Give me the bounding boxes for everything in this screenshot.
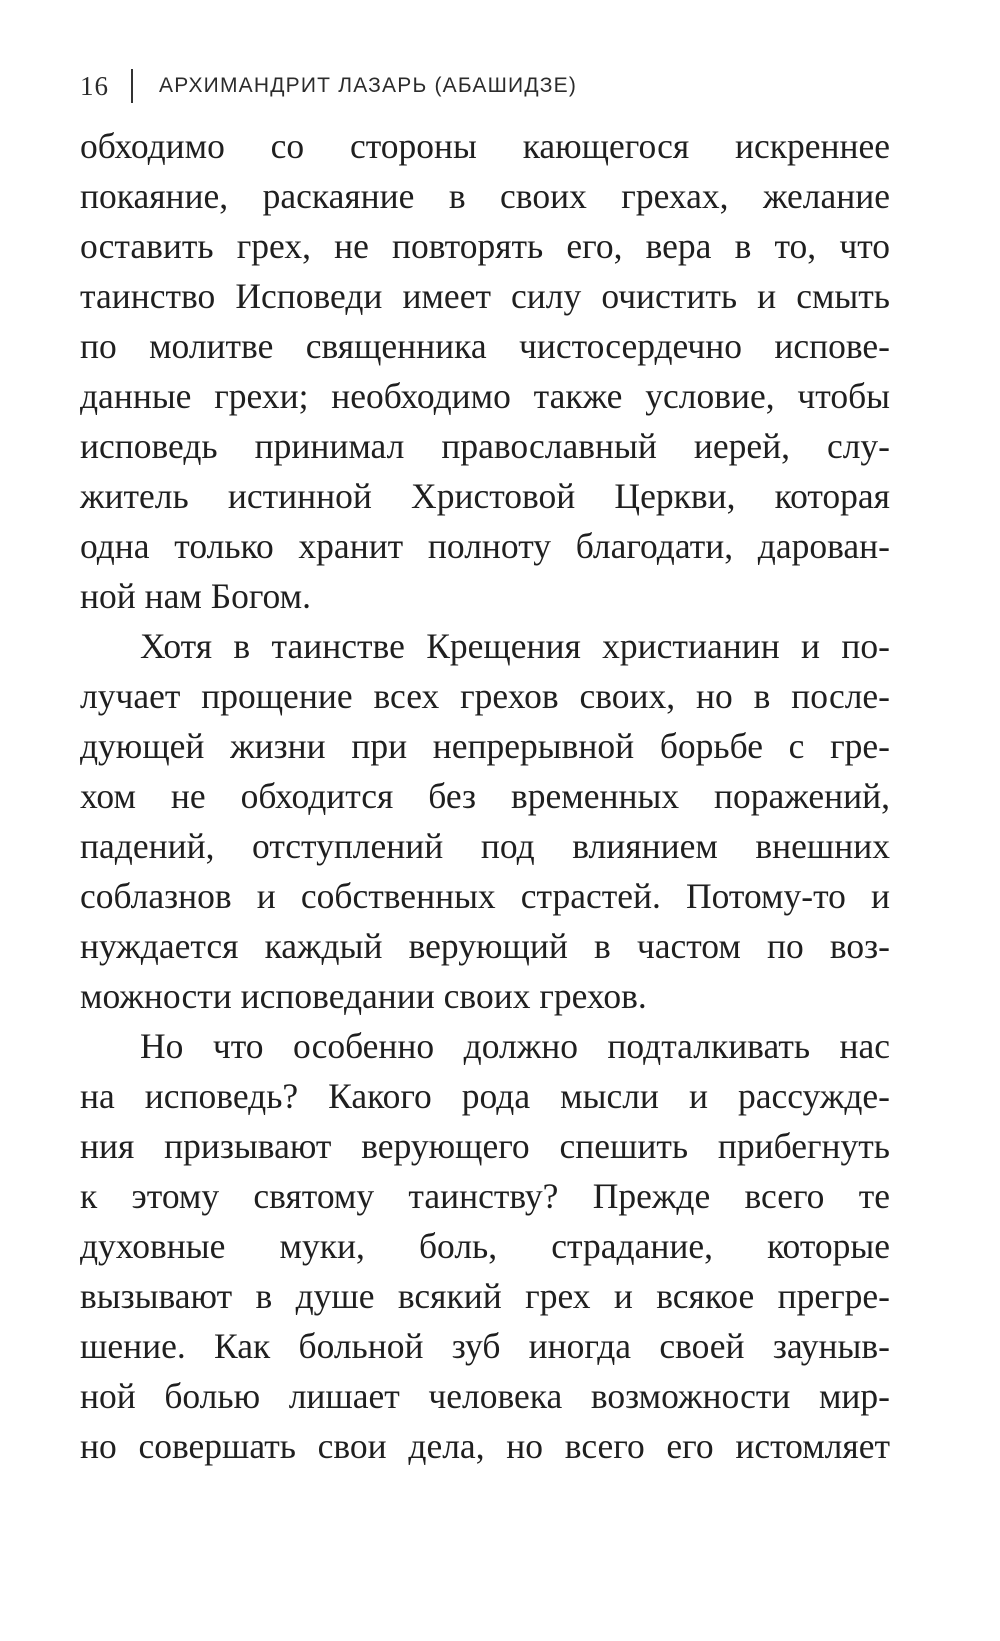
text-line: можности исповедании своих грехов.: [80, 976, 647, 1016]
text-line: одна только хранит полноту благодати, дарован-: [80, 526, 890, 566]
text-line: по молитве священника чистосердечно испове-: [80, 326, 890, 366]
body-text: [80, 121, 890, 1471]
text-line: ной нам Богом.: [80, 576, 311, 616]
text-line: покаяние, раскаяние в своих грехах, желание: [80, 176, 890, 216]
text-line: к этому святому таинству? Прежде всего те: [80, 1176, 890, 1216]
text-line: но совершать свои дела, но всего его истомляет: [80, 1426, 890, 1466]
text-line: ной болью лишает человека возможности мир-: [80, 1376, 890, 1416]
page-number: 16: [80, 70, 109, 101]
header-divider: [131, 69, 133, 103]
text-line: хом не обходится без временных поражений,: [80, 776, 890, 816]
running-head: [80, 64, 577, 108]
text-line: исповедь принимал православный иерей, слу-: [80, 426, 890, 466]
text-line: Но что особенно должно подталкивать нас: [140, 1026, 890, 1066]
running-title: АРХИМАНДРИТ ЛАЗАРЬ (АБАШИДЗЕ): [159, 74, 578, 97]
text-line: духовные муки, боль, страдание, которые: [80, 1226, 890, 1266]
text-line: ния призывают верующего спешить прибегнуть: [80, 1126, 890, 1166]
text-line: вызывают в душе всякий грех и всякое прегре-: [80, 1276, 890, 1316]
text-line: падений, отступлений под влиянием внешних: [80, 826, 890, 866]
text-line: данные грехи; необходимо также условие, чтобы: [80, 376, 890, 416]
text-line: житель истинной Христовой Церкви, которая: [80, 476, 890, 516]
text-line: обходимо со стороны кающегося искреннее: [80, 126, 890, 166]
text-line: лучает прощение всех грехов своих, но в после-: [80, 676, 890, 716]
text-line: оставить грех, не повторять его, вера в то, что: [80, 226, 890, 266]
text-line: Хотя в таинстве Крещения христианин и по-: [140, 626, 890, 666]
text-line: таинство Исповеди имеет силу очистить и смыть: [80, 276, 890, 316]
text-line: соблазнов и собственных страстей. Потому-то и: [80, 876, 890, 916]
text-line: дующей жизни при непрерывной борьбе с гре-: [80, 726, 890, 766]
text-line: нуждается каждый верующий в частом по воз-: [80, 926, 890, 966]
text-line: на исповедь? Какого рода мысли и рассужде-: [80, 1076, 890, 1116]
text-line: шение. Как больной зуб иногда своей зауныв-: [80, 1326, 890, 1366]
